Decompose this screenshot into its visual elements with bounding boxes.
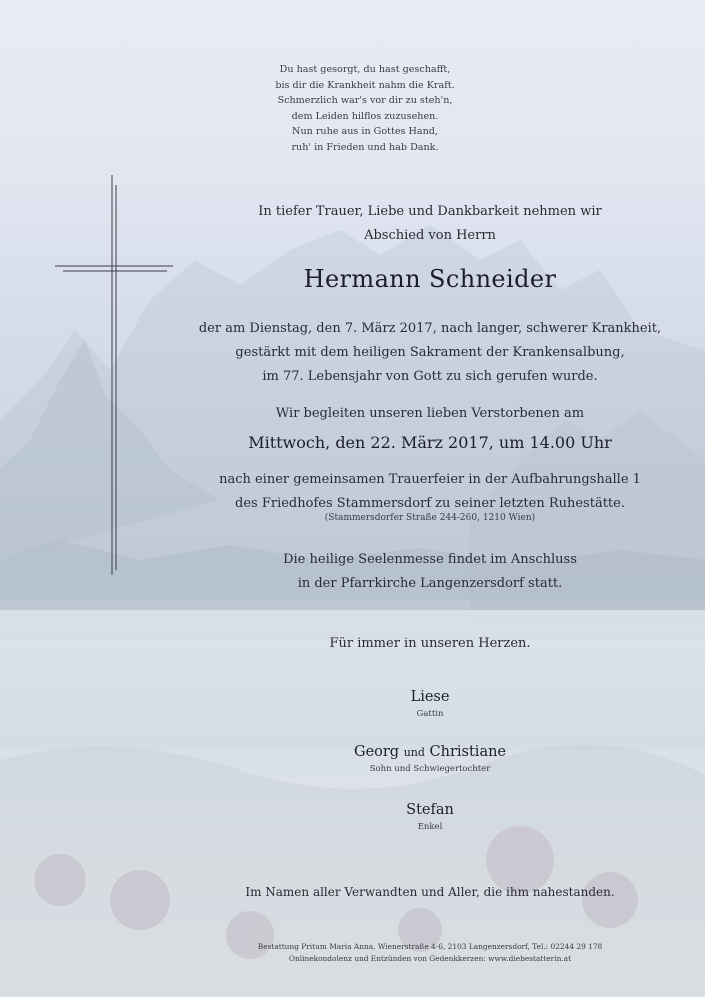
- death-notice-line: im 77. Lebensjahr von Gott zu sich gerufen wurde.: [262, 369, 598, 384]
- death-notice-line: der am Dienstag, den 7. März 2017, nach langer, schwerer Krankheit,: [198, 321, 662, 336]
- footer: [150, 941, 705, 965]
- family-member-name-a: Georg: [353, 744, 400, 760]
- ceremony-line: nach einer gemeinsamen Trauerfeier in der Aufbahrungshalle 1: [219, 472, 641, 487]
- family-member-role: Enkel: [417, 822, 443, 832]
- family-member-role: Sohn und Schwiegertochter: [369, 764, 491, 774]
- family-member-role: Gattin: [416, 709, 444, 719]
- family-member: [150, 744, 705, 774]
- ceremony-text: [150, 468, 705, 516]
- deceased-name: Hermann Schneider: [303, 265, 557, 293]
- intro-text: [150, 200, 705, 248]
- poem-line: dem Leiden hilflos zuzusehen.: [291, 110, 439, 122]
- family-member-connector: und: [403, 746, 425, 759]
- poem-line: Nun ruhe aus in Gottes Hand,: [292, 126, 438, 138]
- death-notice: [150, 317, 705, 389]
- cemetery-address: (Stammersdorfer Straße 244-260, 1210 Wien): [324, 513, 536, 523]
- poem-line: Schmerzlich war's vor dir zu steh'n,: [277, 95, 453, 107]
- intro-line: Abschied von Herrn: [364, 228, 496, 243]
- closing-text: Im Namen aller Verwandten und Aller, die ihm nahestanden.: [245, 885, 615, 899]
- family-member: [150, 802, 705, 832]
- mass-line: in der Pfarrkirche Langenzersdorf statt.: [297, 576, 563, 591]
- forever-text: Für immer in unseren Herzen.: [329, 636, 531, 651]
- accompany-text: Wir begleiten unseren lieben Verstorbenen am: [275, 406, 585, 421]
- poem-line: ruh' in Frieden und hab Dank.: [291, 141, 439, 153]
- family-member-name-b: Christiane: [429, 744, 507, 760]
- family-member: [150, 689, 705, 719]
- poem-line: Du hast gesorgt, du hast geschafft,: [279, 64, 451, 75]
- poem: [245, 62, 485, 156]
- footer-line: Bestattung Pritum Maria Anna, Wienerstraße 4-6, 2103 Langenzersdorf, Tel.: 02244 29 178: [257, 942, 603, 951]
- family-member-name: [150, 744, 705, 760]
- ceremony-line: des Friedhofes Stammersdorf zu seiner letzten Ruhestätte.: [235, 496, 625, 511]
- intro-line: In tiefer Trauer, Liebe und Dankbarkeit nehmen wir: [258, 204, 602, 219]
- mass-line: Die heilige Seelenmesse findet im Anschluss: [283, 552, 577, 567]
- death-notice-line: gestärkt mit dem heiligen Sakrament der Krankensalbung,: [235, 345, 625, 360]
- family-member-name: Stefan: [406, 802, 454, 818]
- funeral-date: Mittwoch, den 22. März 2017, um 14.00 Uhr: [248, 433, 612, 452]
- family-member-name: Liese: [410, 689, 450, 705]
- poem-line: bis dir die Krankheit nahm die Kraft.: [275, 79, 455, 91]
- mass-text: [150, 548, 705, 596]
- footer-line: Onlinekondolenz und Entzünden von Gedenkkerzen: www.diebestatterin.at: [288, 954, 572, 963]
